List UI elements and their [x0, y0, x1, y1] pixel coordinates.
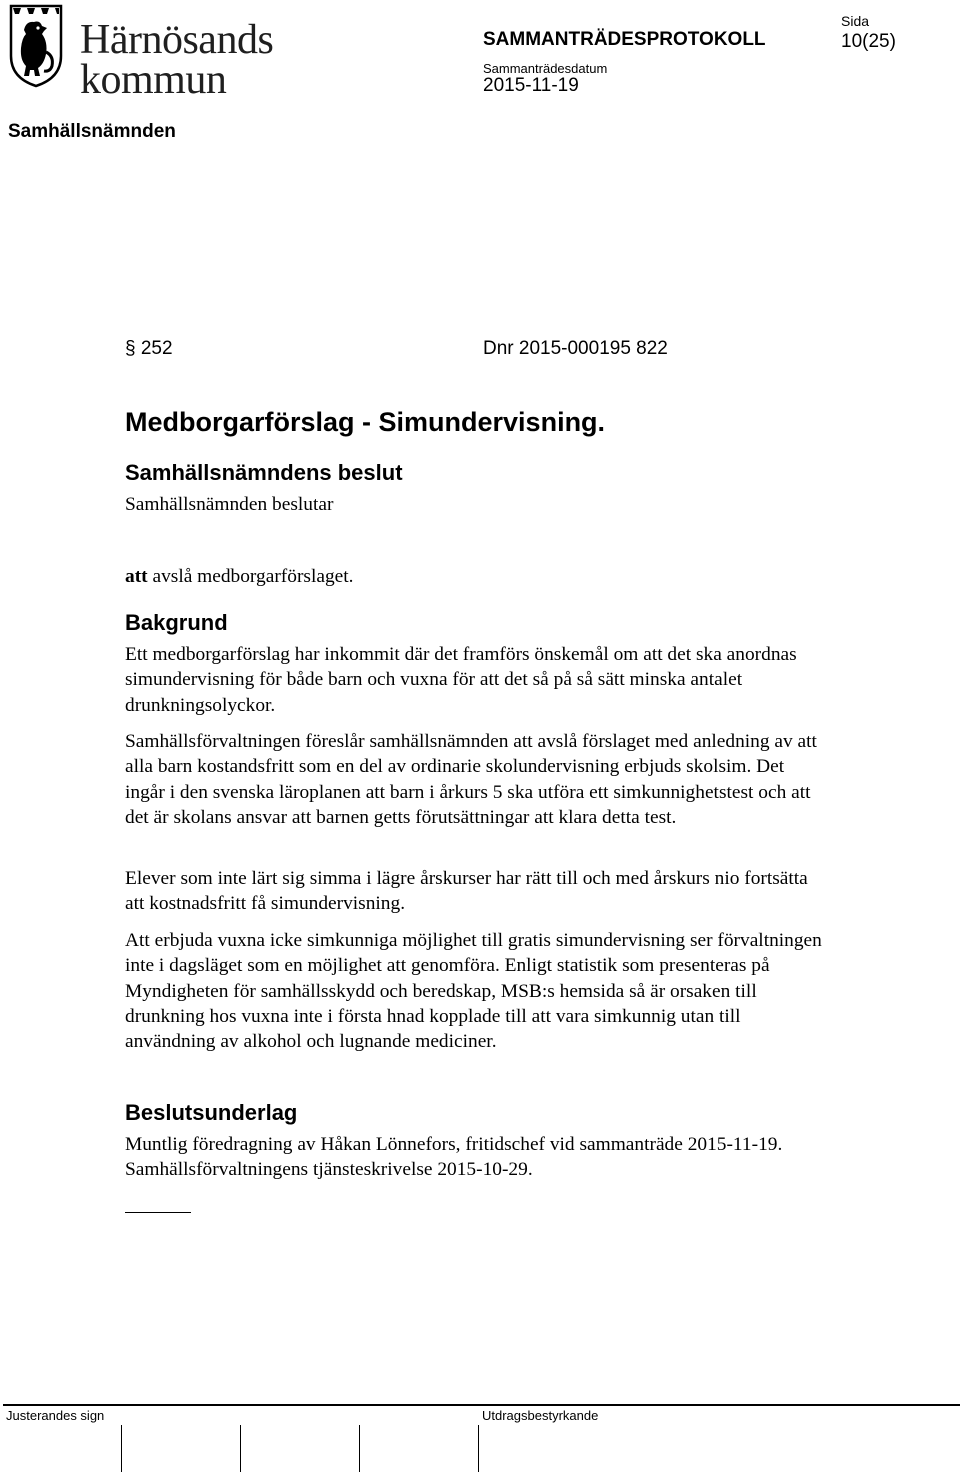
signature-box-divider — [359, 1425, 360, 1472]
section-end-rule — [125, 1212, 191, 1213]
decision-clause: avslå medborgarförslaget. — [147, 566, 354, 587]
decision-text — [125, 564, 825, 589]
basis-heading: Beslutsunderlag — [125, 1100, 298, 1125]
signature-box-divider — [121, 1425, 122, 1472]
decision-intro: Samhällsnämnden beslutar — [125, 494, 334, 515]
signature-footer — [3, 1404, 960, 1472]
document-title: SAMMANTRÄDESPROTOKOLL — [483, 29, 766, 50]
background-paragraph-3: Elever som inte lärt sig simma i lägre årskurser har rätt till och med årskurs nio fortsätta att kostnadsfritt få simundervisning. — [125, 868, 808, 915]
coat-of-arms-icon — [8, 4, 64, 88]
meeting-date-label: Sammanträdesdatum — [483, 61, 608, 76]
basis-text: Muntlig föredragning av Håkan Lönnefors, fritidschef vid sammanträde 2015-11-19. Samhällsförvaltningens tjänsteskrivelse 2015-10-29. — [125, 1134, 783, 1181]
justerandes-sign-label: Justerandes sign — [6, 1408, 105, 1423]
att-keyword: att — [125, 566, 148, 587]
organisation-name: Samhällsnämnden — [8, 121, 176, 142]
meeting-date: 2015-11-19 — [483, 75, 579, 96]
logo-text-line2: kommun — [80, 57, 227, 103]
paragraph-number: § 252 — [125, 338, 173, 359]
background-paragraph-4: Att erbjuda vuxna icke simkunniga möjlighet till gratis simundervisning ser förvaltningen inte i dagsläget som en möjlighet att genomföra. Enligt statistik som presenteras på Myndigheten för samhällsskydd och beredskap, MSB:s hemsida så är orsaken till drunkning hos vuxna inte i första hnad kopplade till att vara simkunnig utan till användning av alkohol och lugnande mediciner. — [125, 930, 822, 1053]
logo-text-line1: Härnösands — [80, 17, 274, 63]
utdragsbestyrkande-label: Utdragsbestyrkande — [482, 1408, 599, 1423]
background-paragraph-2: Samhällsförvaltningen föreslår samhällsnämnden att avslå förslaget med anledning av att alla barn kostandsfritt som en del av ordinarie skolundervisning erbjuds skolsim. Det ingår i den svenska läroplanen att barn i årkurs 5 ska utföra ett simkunnighetstest och att det är skolans ansvar att barnen getts förutsättningar att klara detta test. — [125, 731, 817, 828]
background-paragraph-1: Ett medborgarförslag har inkommit där det framförs önskemål om att det ska anordnas simundervisning för både barn och vuxna för att det så på så sätt minska antalet drunkningsolyckor. — [125, 644, 797, 716]
decision-heading: Samhällsnämndens beslut — [125, 460, 403, 485]
case-title: Medborgarförslag - Simundervisning. — [125, 407, 606, 437]
background-heading: Bakgrund — [125, 610, 228, 635]
signature-box-divider — [240, 1425, 241, 1472]
page-label: Sida — [841, 13, 870, 29]
page-number: 10(25) — [841, 31, 896, 52]
diary-number: Dnr 2015-000195 822 — [483, 338, 668, 359]
signature-box-divider — [478, 1425, 479, 1472]
